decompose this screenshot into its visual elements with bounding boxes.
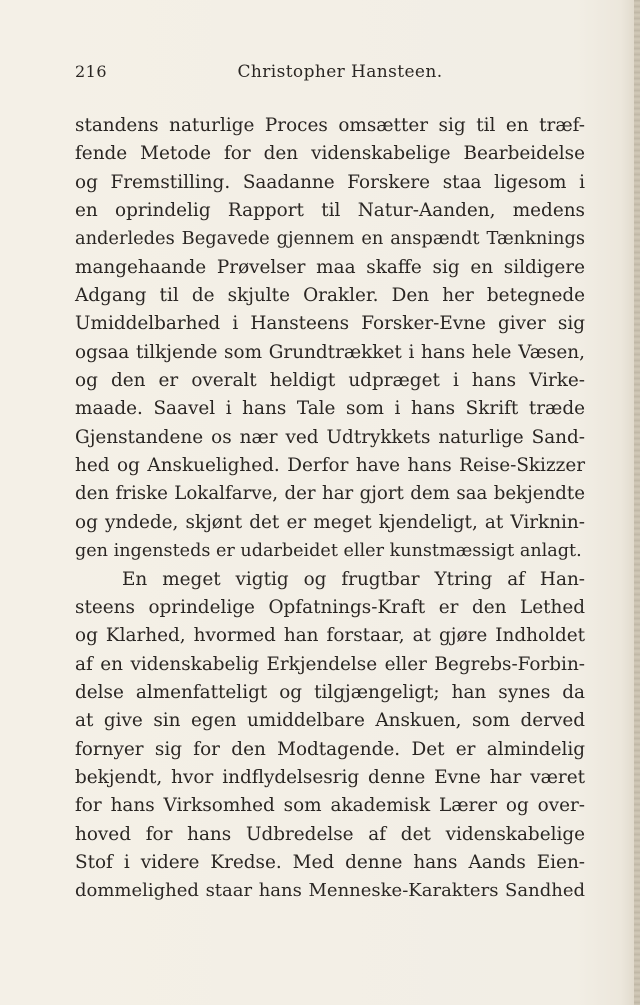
text-line: Gjenstandene os nær ved Udtrykkets naturlige Sand-	[75, 426, 585, 448]
text-line: bekjendt, hvor indflydelsesrig denne Evne har været	[75, 766, 585, 788]
text-line: standens naturlige Proces omsætter sig til en træf-	[75, 115, 585, 136]
text-line: den friske Lokalfarve, der har gjort dem saa bekjendte	[75, 483, 585, 505]
text-line: fornyer sig for den Modtagende. Det er almindelig	[75, 738, 585, 760]
text-line: steens oprindelige Opfatnings-Kraft er den Lethed	[75, 596, 585, 618]
text-line: mangehaande Prøvelser maa skaffe sig en sildigere	[75, 256, 585, 278]
text-line: dommelighed staar hans Menneske-Karakters Sandhed	[75, 880, 585, 902]
text-line: for hans Virksomhed som akademisk Lærer og over-	[75, 795, 585, 817]
text-line: en oprindelig Rapport til Natur-Aanden, medens	[75, 200, 585, 222]
running-head: Christopher Hansteen.	[237, 62, 443, 82]
text-line: Stof i videre Kredse. Med denne hans Aands Eien-	[75, 851, 585, 873]
text-line: Adgang til de skjulte Orakler. Den her betegnede	[75, 285, 585, 307]
text-line: og Fremstilling. Saadanne Forskere staa ligesom i	[75, 171, 585, 193]
paragraph-start-line: En meget vigtig og frugtbar Ytring af Han-	[122, 568, 585, 590]
text-line: ogsaa tilkjende som Grundtrækket i hans hele Væsen,	[75, 341, 585, 363]
page-number: 216	[75, 62, 108, 81]
text-line: hoved for hans Udbredelse af det videnskabelige	[75, 823, 585, 845]
text-line: og yndede, skjønt det er meget kjendeligt, at Virknin-	[75, 511, 585, 533]
text-line: at give sin egen umiddelbare Anskuen, som derved	[75, 710, 585, 732]
text-line: Umiddelbarhed i Hansteens Forsker-Evne giver sig	[75, 313, 585, 335]
text-line: anderledes Begavede gjennem en anspændt Tænknings	[75, 228, 585, 250]
text-line: og Klarhed, hvormed han forstaar, at gjøre Indholdet	[75, 625, 585, 647]
text-line: hed og Anskuelighed. Derfor have hans Reise-Skizzer	[75, 455, 585, 477]
text-line: delse almenfatteligt og tilgjængeligt; han synes da	[75, 681, 585, 703]
page-header	[75, 62, 585, 86]
text-line: af en videnskabelig Erkjendelse eller Begrebs-Forbin-	[75, 653, 585, 675]
paragraph-end-line: gen ingensteds er udarbeidet eller kunstmæssigt anlagt.	[75, 541, 582, 562]
body-text	[75, 112, 585, 906]
text-line: maade. Saavel i hans Tale som i hans Skrift træde	[75, 398, 585, 420]
text-line: og den er overalt heldigt udpræget i hans Virke-	[75, 370, 585, 392]
page-edge	[634, 0, 640, 1005]
text-line: fende Metode for den videnskabelige Bearbeidelse	[75, 143, 585, 165]
